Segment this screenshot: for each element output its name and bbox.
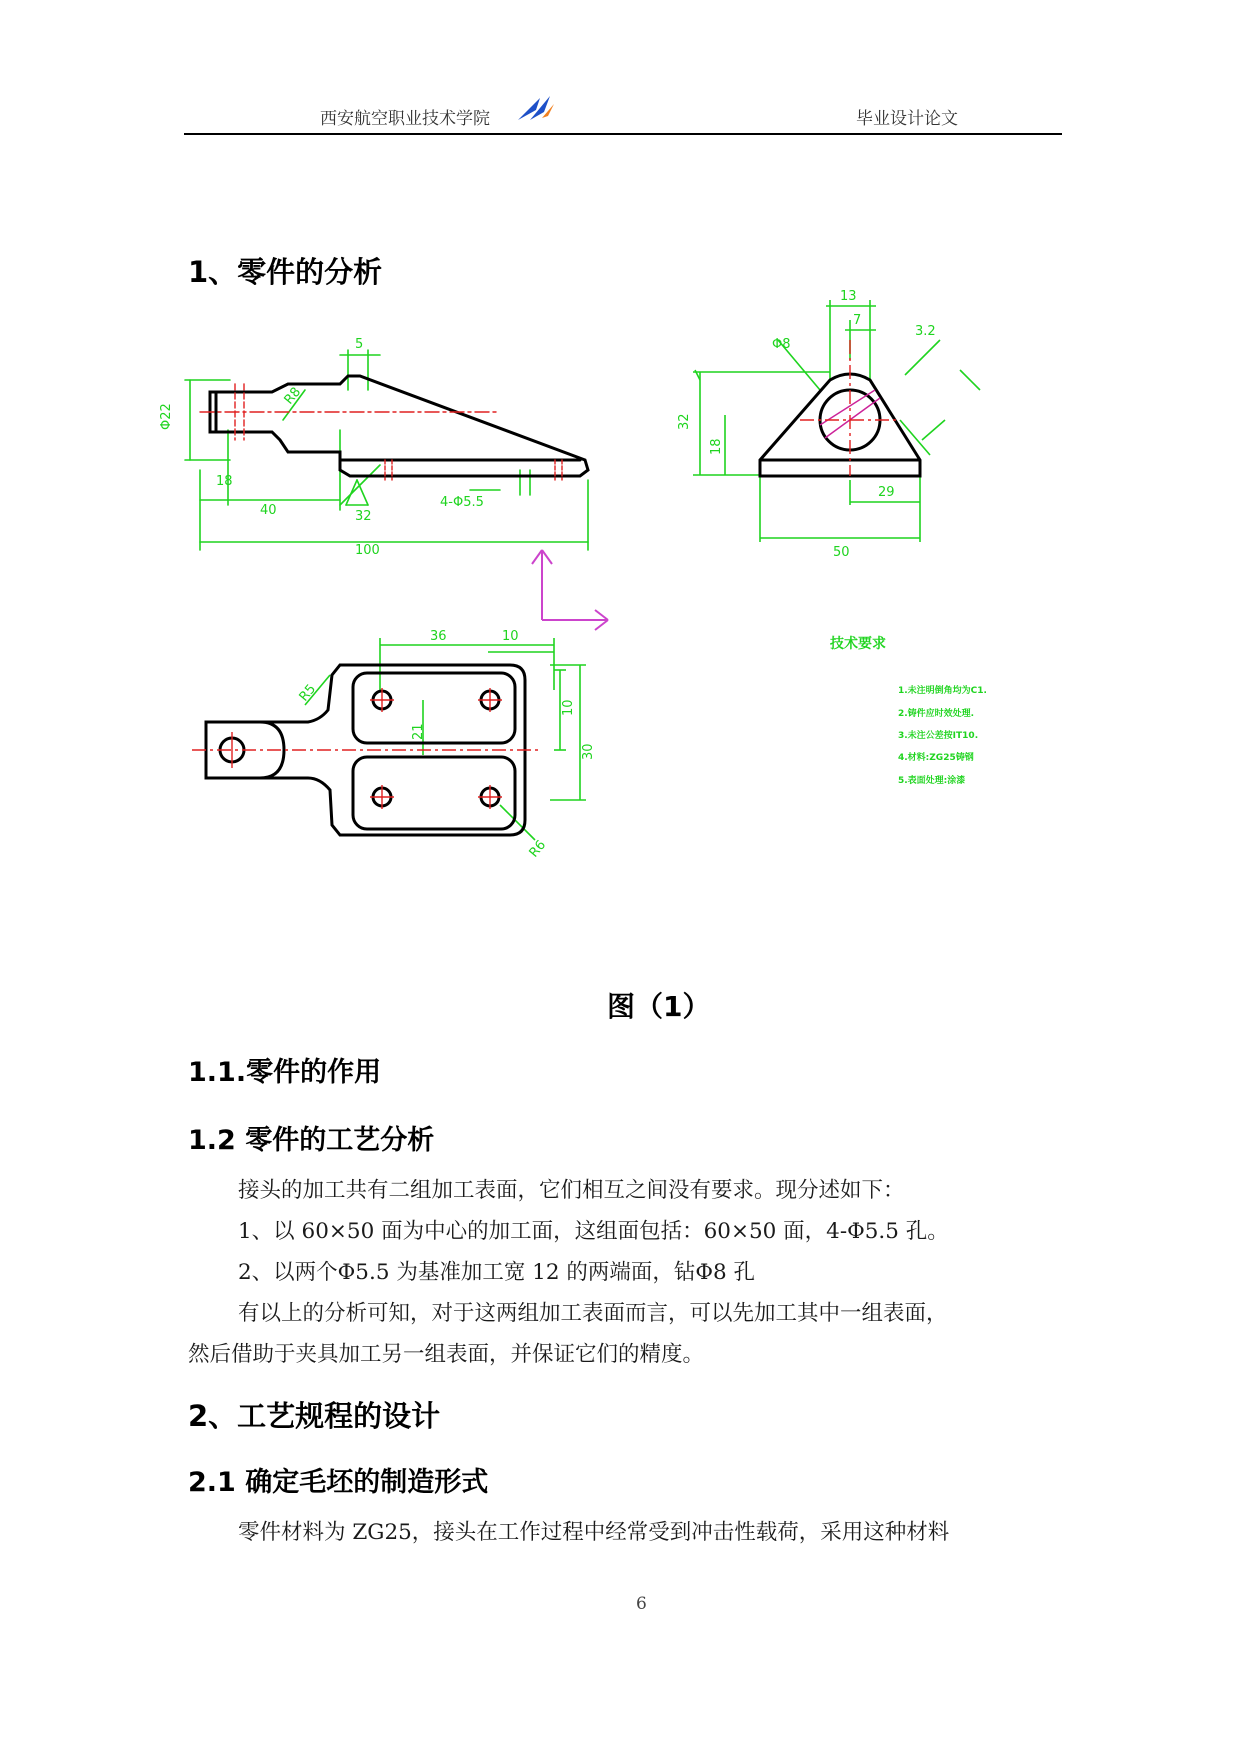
- side-view: [677, 289, 980, 560]
- dim-label: 40: [260, 503, 277, 518]
- subsection-heading: 1.1.零件的作用: [188, 1057, 382, 1088]
- front-view: [159, 337, 588, 558]
- top-view: [192, 629, 596, 861]
- dim-label: 100: [355, 543, 380, 558]
- paragraph: 接头的加工共有二组加工表面，它们相互之间没有要求。现分述如下：: [238, 1178, 905, 1203]
- dim-label: Φ8: [772, 337, 791, 352]
- projection-arrow: [532, 550, 608, 630]
- dim-label: 30: [581, 743, 596, 760]
- tech-requirement-item: 1.未注明倒角均为C1.: [898, 686, 987, 696]
- page-number: 6: [636, 1594, 647, 1614]
- dim-label: 50: [833, 545, 850, 560]
- figure-caption: 图（1）: [607, 990, 711, 1023]
- technical-requirements: [829, 635, 987, 786]
- dim-label: 32: [355, 509, 372, 524]
- dim-label: 29: [878, 485, 895, 500]
- tech-requirement-item: 3.未注公差按IT10.: [898, 731, 979, 741]
- paragraph: 然后借助于夹具加工另一组表面，并保证它们的精度。: [188, 1342, 705, 1367]
- dim-label: 3.2: [915, 324, 936, 339]
- dim-label: 18: [709, 438, 724, 455]
- section-heading: 2、工艺规程的设计: [188, 1399, 441, 1433]
- paragraph: 1、以 60×50 面为中心的加工面，这组面包括：60×50 面，4-Φ5.5 孔。: [238, 1219, 949, 1244]
- dim-label: R6: [526, 837, 550, 861]
- dim-label: R8: [281, 384, 305, 408]
- dim-label: 36: [430, 629, 447, 644]
- paragraph: 零件材料为 ZG25，接头在工作过程中经常受到冲击性载荷，采用这种材料: [238, 1520, 950, 1545]
- school-logo: [516, 92, 556, 124]
- header-school: 西安航空职业技术学院: [320, 109, 490, 129]
- dim-label: 7: [853, 313, 862, 328]
- dim-label: 5: [355, 337, 364, 352]
- subsection-heading: 2.1 确定毛坯的制造形式: [188, 1467, 489, 1498]
- tech-requirement-item: 4.材料:ZG25铸钢: [898, 753, 974, 763]
- paragraph: 2、以两个Φ5.5 为基准加工宽 12 的两端面，钻Φ8 孔: [238, 1260, 755, 1285]
- tech-requirement-item: 5.表面处理:涂漆: [898, 776, 966, 786]
- header-rule: [184, 133, 1062, 135]
- dim-label: 21: [411, 723, 426, 740]
- part-drawing: [140, 280, 1120, 980]
- subsection-heading: 1.2 零件的工艺分析: [188, 1125, 435, 1156]
- dim-label: R5: [296, 681, 320, 705]
- dim-label: Φ22: [159, 403, 174, 430]
- tech-requirements-title: 技术要求: [830, 636, 886, 652]
- header-doc-type: 毕业设计论文: [856, 109, 958, 129]
- dim-label: 10: [502, 629, 519, 644]
- paragraph: 有以上的分析可知，对于这两组加工表面而言，可以先加工其中一组表面，: [238, 1301, 948, 1326]
- section-heading: 1、零件的分析: [188, 255, 383, 289]
- dim-label: 18: [216, 474, 233, 489]
- dim-label: 10: [561, 699, 576, 716]
- dim-label: 4-Φ5.5: [440, 495, 484, 510]
- dim-label: 13: [840, 289, 857, 304]
- dim-label: 32: [677, 413, 692, 430]
- tech-requirement-item: 2.铸件应时效处理.: [898, 709, 975, 719]
